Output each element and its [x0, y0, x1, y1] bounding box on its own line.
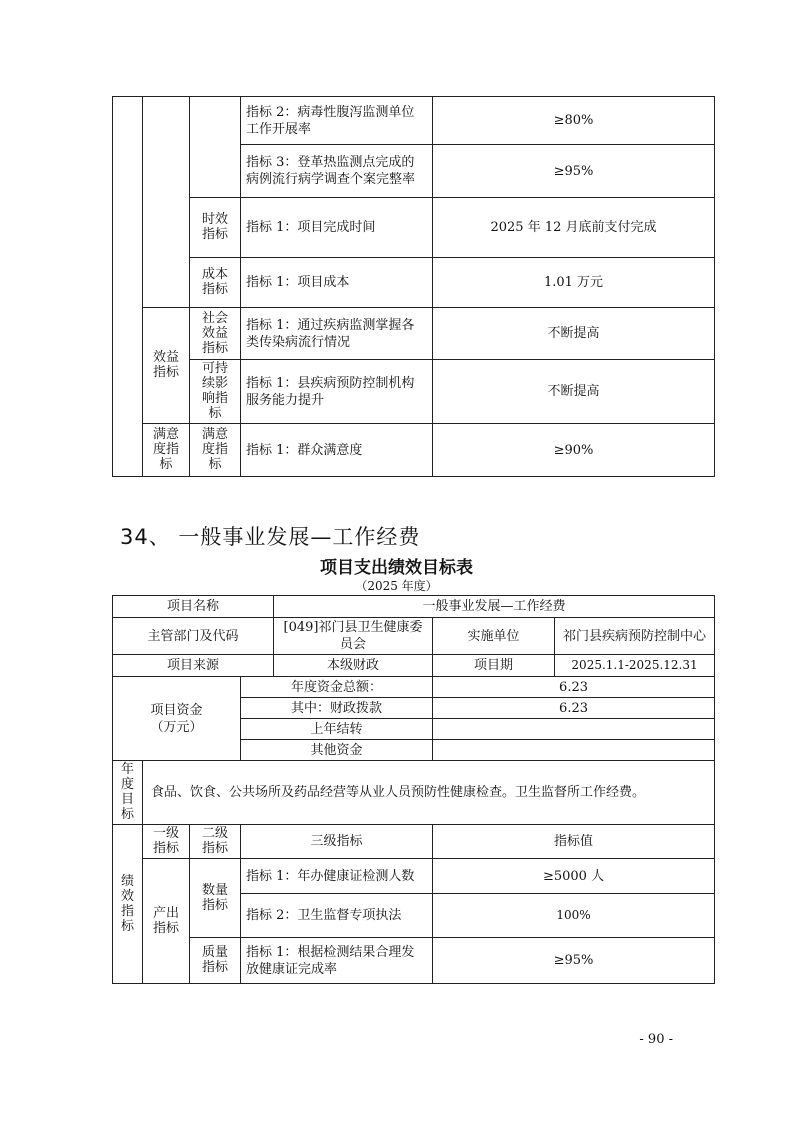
funds-label — [113, 677, 241, 761]
l2-quality: 质量指标 — [201, 945, 228, 975]
funds-item-label: 其中：财政拨款 — [241, 698, 433, 719]
period-label: 项目期 — [433, 655, 555, 677]
table-subtitle: （2025 年度） — [355, 579, 438, 593]
annual-goal-label: 年度目标 — [120, 762, 134, 822]
impl-value: 祁门县疾病预防控制中心 — [555, 618, 715, 655]
source-value: 本级财政 — [274, 655, 433, 677]
perf-label-cell — [113, 825, 143, 984]
period-value: 2025.1.1-2025.12.31 — [555, 655, 715, 677]
funds-label-text: 项目资金（万元） — [150, 702, 203, 735]
head-l2-cell — [190, 825, 241, 859]
source-label: 项目来源 — [113, 655, 274, 677]
head-l1-cell — [143, 825, 190, 859]
annual-goal-label-cell — [113, 761, 143, 825]
funds-item-value — [433, 740, 715, 761]
l2-quantity: 数量指标 — [201, 882, 228, 913]
indicator-cell: 指标 2：病毒性腹泻监测单位工作开展率 — [241, 97, 433, 145]
performance-table-continued — [112, 96, 715, 477]
funds-item-value — [433, 719, 715, 740]
level3-label: 时效指标 — [201, 212, 228, 242]
value-cell: 1.01 万元 — [433, 258, 715, 308]
level3-cell — [190, 308, 241, 360]
level1-cell-blank — [113, 97, 143, 477]
value-cell: ≥95% — [433, 145, 715, 198]
level3-label: 可持续影响指标 — [201, 361, 228, 421]
l2-quantity-cell — [190, 859, 241, 938]
value-cell: 不断提高 — [433, 308, 715, 360]
project-name-value: 一般事业发展—工作经费 — [274, 596, 715, 618]
section-heading: 34、 一般事业发展—工作经费 — [120, 525, 421, 549]
project-name-label: 项目名称 — [113, 596, 274, 618]
level2-label: 效益指标 — [152, 350, 179, 380]
indicator-cell: 指标 2：卫生监督专项执法 — [241, 894, 433, 938]
level3-cell — [190, 360, 241, 424]
head-l2: 二级指标 — [201, 826, 228, 856]
annual-goal-value: 食品、饮食、公共场所及药品经营等从业人员预防性健康检查。卫生监督所工作经费。 — [143, 761, 715, 825]
indicator-cell: 指标 1：群众满意度 — [241, 424, 433, 477]
indicator-cell: 指标 1：年办健康证检测人数 — [241, 859, 433, 894]
dept-label: 主管部门及代码 — [113, 618, 274, 655]
indicator-cell: 指标 1：项目成本 — [241, 258, 433, 308]
l2-quality-cell — [190, 938, 241, 984]
head-l1: 一级指标 — [152, 826, 179, 856]
value-cell: 2025 年 12 月底前支付完成 — [433, 198, 715, 258]
indicator-cell: 指标 1：通过疾病监测掌握各类传染病流行情况 — [241, 308, 433, 360]
l1-output: 产出指标 — [152, 905, 179, 936]
table-title: 项目支出绩效目标表 — [320, 558, 473, 578]
level2-cell-blank — [143, 97, 190, 308]
impl-label: 实施单位 — [433, 618, 555, 655]
value-cell: ≥90% — [433, 424, 715, 477]
value-cell: ≥5000 人 — [433, 859, 715, 894]
funds-item-value: 6.23 — [433, 677, 715, 698]
indicator-cell: 指标 1：项目完成时间 — [241, 198, 433, 258]
level2-label: 满意度指标 — [152, 427, 179, 472]
level2-cell — [143, 308, 190, 424]
level3-cell — [190, 198, 241, 258]
funds-item-value: 6.23 — [433, 698, 715, 719]
value-cell: ≥95% — [433, 938, 715, 984]
level2-cell — [143, 424, 190, 477]
l1-output-cell — [143, 859, 190, 984]
level3-cell — [190, 424, 241, 477]
indicator-cell: 指标 1：根据检测结果合理发放健康证完成率 — [241, 938, 433, 984]
funds-item-label: 上年结转 — [241, 719, 433, 740]
level3-label: 满意度指标 — [201, 427, 228, 472]
level3-cell-blank — [190, 97, 241, 198]
page-number: - 90 - — [639, 1032, 673, 1047]
level3-label: 成本指标 — [201, 267, 228, 297]
performance-target-table — [112, 595, 715, 984]
indicator-cell: 指标 1：县疾病预防控制机构服务能力提升 — [241, 360, 433, 424]
value-cell: 不断提高 — [433, 360, 715, 424]
funds-item-label: 年度资金总额： — [241, 677, 433, 698]
value-cell: 100% — [433, 894, 715, 938]
dept-value: [049]祁门县卫生健康委员会 — [274, 618, 433, 655]
level3-cell — [190, 258, 241, 308]
head-value: 指标值 — [433, 825, 715, 859]
head-l3: 三级指标 — [241, 825, 433, 859]
perf-label: 绩效指标 — [120, 873, 134, 934]
funds-item-label: 其他资金 — [241, 740, 433, 761]
value-cell: ≥80% — [433, 97, 715, 145]
indicator-cell: 指标 3：登革热监测点完成的病例流行病学调查个案完整率 — [241, 145, 433, 198]
level3-label: 社会效益指标 — [201, 310, 228, 356]
